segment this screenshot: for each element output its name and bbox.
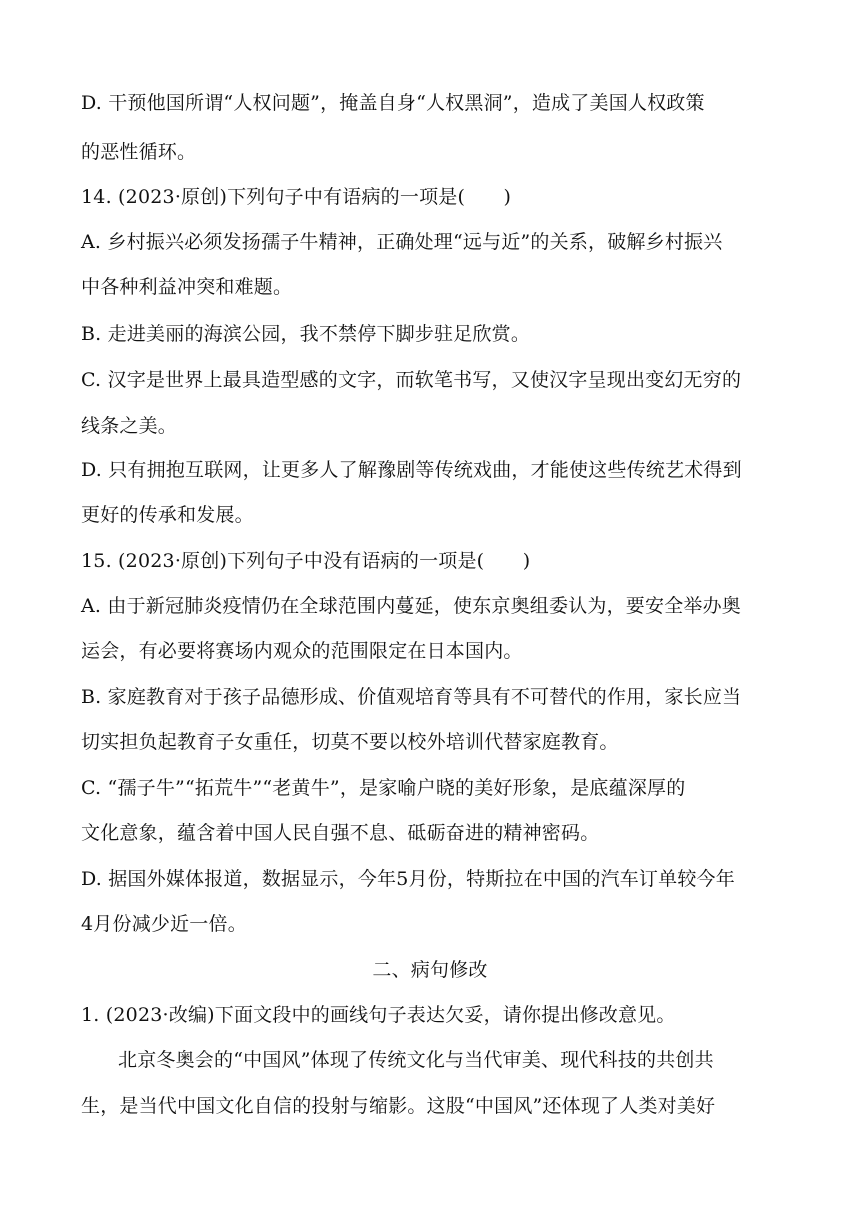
q15-option-a-line2: 运会，有必要将赛场内观众的范围限定在日本国内。 bbox=[81, 640, 523, 662]
q15-option-d-line2: 4月份减少近一倍。 bbox=[81, 913, 247, 935]
section-heading: 二、病句修改 bbox=[372, 959, 488, 981]
q14-option-a-line2: 中各种利益冲突和难题。 bbox=[81, 276, 293, 298]
passage-line1: 北京冬奥会的“中国风”体现了传统文化与当代审美、现代科技的共创共 bbox=[118, 1049, 714, 1071]
q15-option-b-line2: 切实担负起教育子女重任，切莫不要以校外培训代替家庭教育。 bbox=[81, 731, 619, 753]
q14-stem: 14. (2023·原创)下列句子中有语病的一项是( ) bbox=[81, 186, 512, 208]
q15-option-c-line1: C. “孺子牛”“拓荒牛”“老黄牛”，是家喻户晓的美好形象，是底蕴深厚的 bbox=[81, 777, 686, 799]
q13-option-d-line1: D. 干预他国所谓“人权问题”，掩盖自身“人权黑洞”，造成了美国人权政策 bbox=[81, 92, 705, 114]
q14-option-b: B. 走进美丽的海滨公园，我不禁停下脚步驻足欣赏。 bbox=[81, 323, 531, 345]
q14-option-d-line2: 更好的传承和发展。 bbox=[81, 504, 254, 526]
q15-option-c-line2: 文化意象，蕴含着中国人民自强不息、砥砺奋进的精神密码。 bbox=[81, 822, 600, 844]
q14-option-a-line1: A. 乡村振兴必须发扬孺子牛精神，正确处理“远与近”的关系，破解乡村振兴 bbox=[81, 231, 723, 253]
section2-q1-stem: 1. (2023·改编)下面文段中的画线句子表达欠妥，请你提出修改意见。 bbox=[81, 1004, 676, 1026]
q15-option-d-line1: D. 据国外媒体报道，数据显示，今年5月份，特斯拉在中国的汽车订单较今年 bbox=[81, 868, 735, 890]
q15-option-a-line1: A. 由于新冠肺炎疫情仍在全球范围内蔓延，使东京奥组委认为，要安全举办奥 bbox=[81, 595, 742, 617]
q14-option-d-line1: D. 只有拥抱互联网，让更多人了解豫剧等传统戏曲，才能使这些传统艺术得到 bbox=[81, 459, 742, 481]
q14-option-c-line2: 线条之美。 bbox=[81, 415, 178, 437]
passage-line2: 生，是当代中国文化自信的投射与缩影。这股“中国风”还体现了人类对美好 bbox=[81, 1095, 716, 1117]
q15-stem: 15. (2023·原创)下列句子中没有语病的一项是( ) bbox=[81, 550, 531, 572]
q14-option-c-line1: C. 汉字是世界上最具造型感的文字，而软笔书写，又使汉字呈现出变幻无穷的 bbox=[81, 369, 742, 391]
q13-option-d-line2: 的恶性循环。 bbox=[81, 141, 197, 163]
q15-option-b-line1: B. 家庭教育对于孩子品德形成、价值观培育等具有不可替代的作用，家长应当 bbox=[81, 686, 742, 708]
